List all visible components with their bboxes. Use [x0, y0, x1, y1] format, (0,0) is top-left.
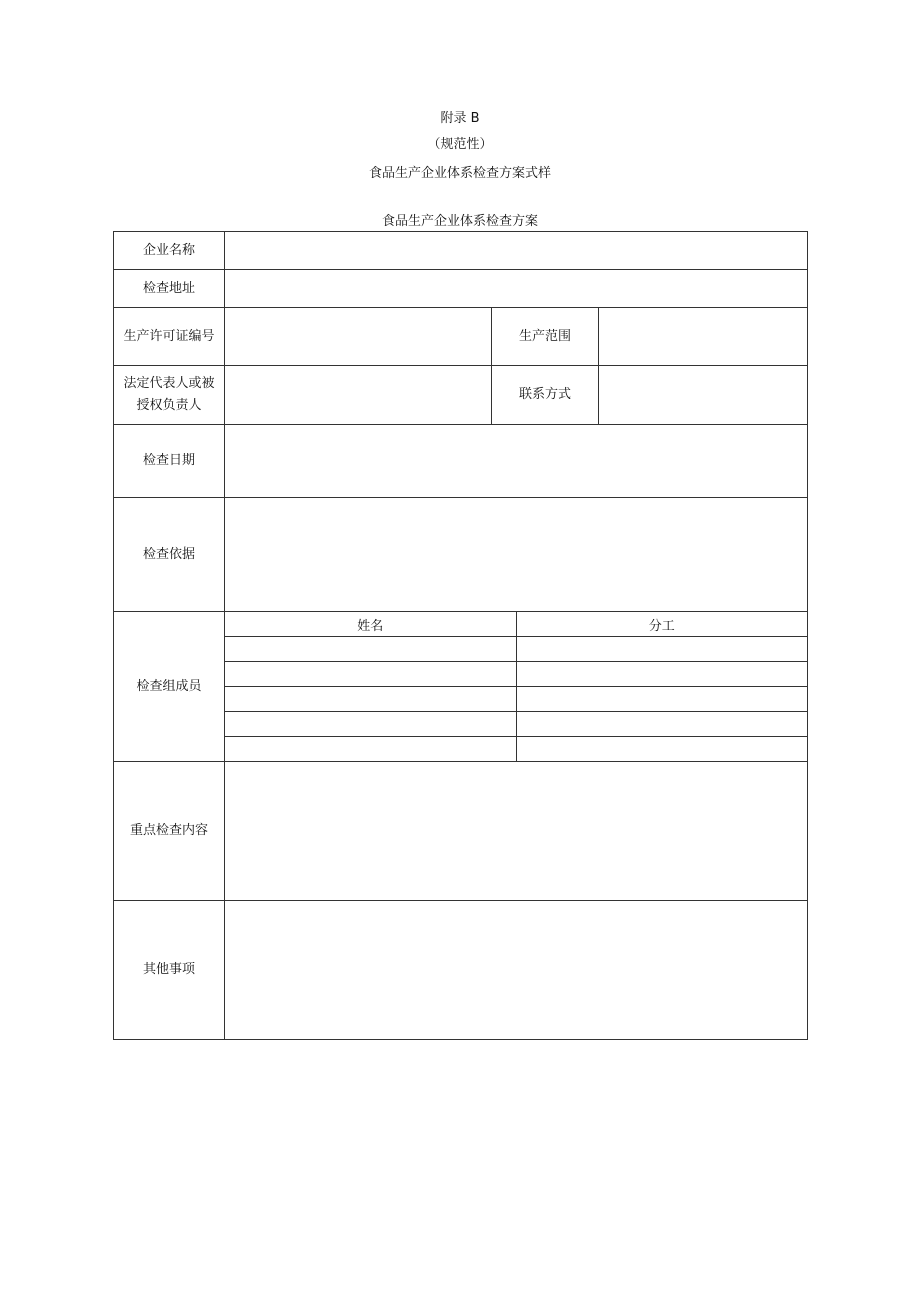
table-row	[225, 687, 807, 712]
member-role-field[interactable]	[516, 662, 807, 687]
member-role-field[interactable]	[516, 687, 807, 712]
table-row	[225, 737, 807, 762]
member-role-field[interactable]	[516, 637, 807, 662]
company-name-label: 企业名称	[114, 232, 225, 270]
legal-representative-label	[114, 366, 225, 425]
inspection-basis-field[interactable]	[225, 498, 808, 612]
table-row	[225, 712, 807, 737]
table-row	[225, 662, 807, 687]
license-number-field[interactable]	[225, 308, 492, 366]
inspection-plan-table	[113, 231, 808, 1040]
license-number-label: 生产许可证编号	[114, 308, 225, 366]
contact-field[interactable]	[599, 366, 808, 425]
production-scope-field[interactable]	[599, 308, 808, 366]
inspection-address-label: 检查地址	[114, 270, 225, 308]
member-role-field[interactable]	[516, 737, 807, 762]
team-members-table	[225, 612, 807, 761]
team-header-row	[225, 612, 807, 637]
key-content-field[interactable]	[225, 762, 808, 901]
other-matters-label: 其他事项	[114, 901, 225, 1040]
member-role-field[interactable]	[516, 712, 807, 737]
member-name-field[interactable]	[225, 687, 516, 712]
table-title: 食品生产企业体系检查方案	[381, 214, 538, 229]
legal-representative-field[interactable]	[225, 366, 492, 425]
legal-representative-label-line1: 法定代表人或被	[123, 376, 215, 391]
team-header-role: 分工	[516, 612, 807, 637]
inspection-date-label: 检查日期	[114, 425, 225, 498]
inspection-address-field[interactable]	[225, 270, 808, 308]
key-content-label: 重点检查内容	[114, 762, 225, 901]
member-name-field[interactable]	[225, 737, 516, 762]
contact-label: 联系方式	[492, 366, 599, 425]
inspection-date-field[interactable]	[225, 425, 808, 498]
company-name-field[interactable]	[225, 232, 808, 270]
legal-representative-label-line2: 授权负责人	[136, 398, 202, 413]
inspection-basis-label: 检查依据	[114, 498, 225, 612]
member-name-field[interactable]	[225, 662, 516, 687]
table-row	[225, 637, 807, 662]
team-members-cell	[225, 612, 808, 762]
normative-label: （规范性）	[427, 137, 493, 152]
production-scope-label: 生产范围	[492, 308, 599, 366]
team-members-label: 检查组成员	[114, 612, 225, 762]
appendix-label: 附录 B	[440, 111, 480, 126]
document-title: 食品生产企业体系检查方案式样	[368, 166, 551, 181]
member-name-field[interactable]	[225, 637, 516, 662]
member-name-field[interactable]	[225, 712, 516, 737]
other-matters-field[interactable]	[225, 901, 808, 1040]
team-header-name: 姓名	[225, 612, 516, 637]
